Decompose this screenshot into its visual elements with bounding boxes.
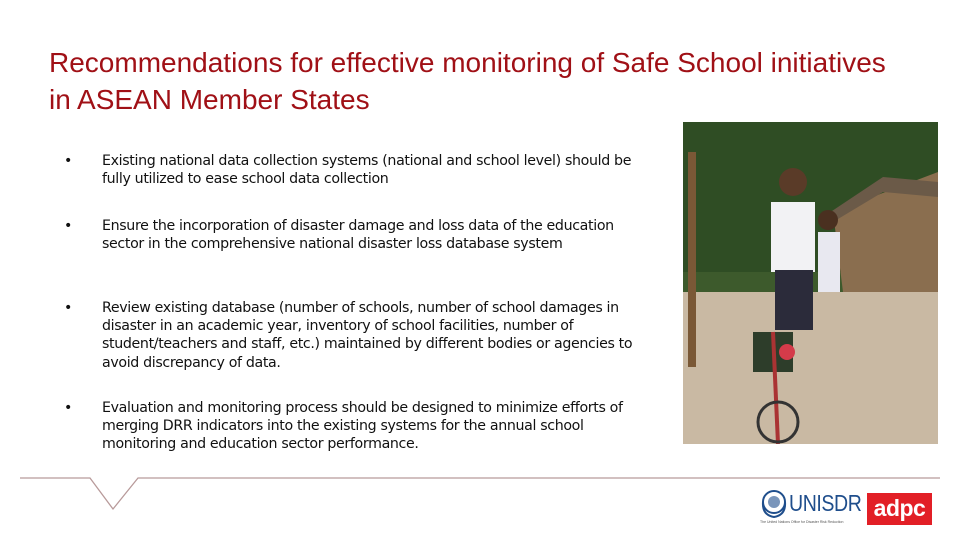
bullet-text: Review existing database (number of schools, number of school damages in disaster in an academic year, inventory of school facilities, number of student/teachers and staff, etc.) maintained by different bodies or agencies to avoid discrepancy of data. <box>102 300 633 371</box>
bullet-text: Existing national data collection systems (national and school level) should be fully utilized to ease school data collection <box>102 153 632 188</box>
unisdr-subtitle: The United Nations Office for Disaster Risk Reduction <box>760 520 844 524</box>
bullet-text: Ensure the incorporation of disaster damage and loss data of the education sector in the comprehensive national disaster loss database system <box>102 218 614 253</box>
bullet-icon: • <box>64 153 73 169</box>
slide-title: Recommendations for effective monitoring of Safe School initiatives in ASEAN Member States <box>49 47 886 115</box>
adpc-logo: adpc <box>867 493 932 525</box>
bullet-text: Evaluation and monitoring process should be designed to minimize efforts of merging DRR indicators into the existing systems for the annual school monitoring and education sector performance. <box>102 400 623 453</box>
unisdr-logo: UNISDR <box>789 490 862 516</box>
bullet-icon: • <box>64 218 73 234</box>
bullet-icon: • <box>64 400 73 416</box>
bullet-icon: • <box>64 300 73 316</box>
